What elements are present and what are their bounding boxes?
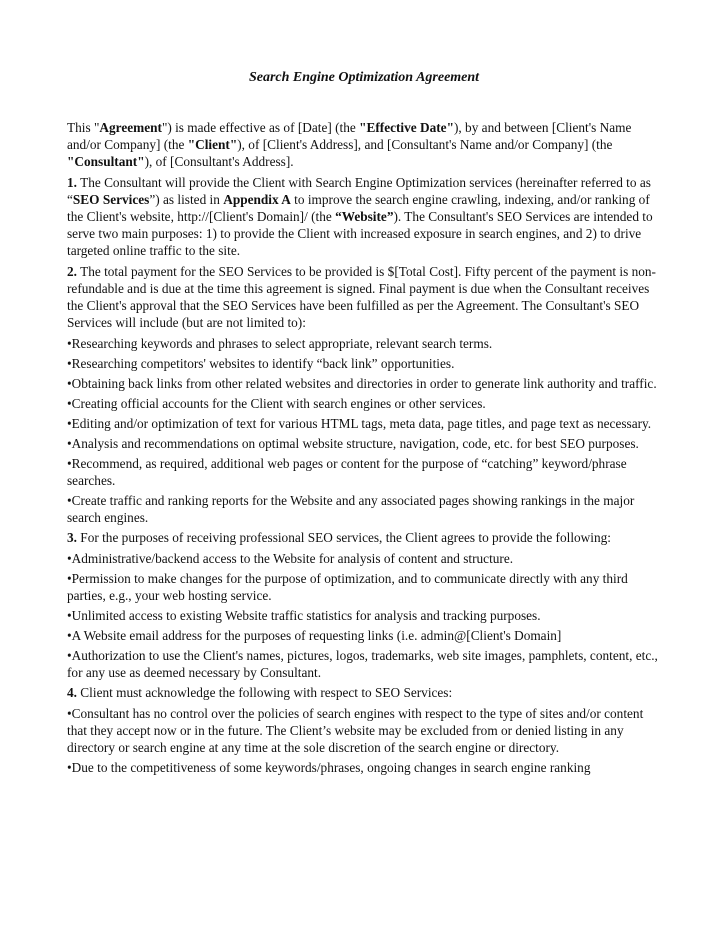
- section-1-paragraph: [67, 174, 663, 259]
- intro-text: ), by and between [Client's Name and/or Company] (the: [67, 120, 632, 152]
- intro-text: ), of [Client's Address], and [Consultant's Name and/or Company] (the: [237, 137, 613, 152]
- list-item: •Consultant has no control over the policies of search engines with respect to the type of sites and/or content that they accept now or in the future. The Client’s website may be excluded from or denied listing in any directory or search engine at any time at the sole discretion of the search engine or directory.: [67, 706, 644, 755]
- section-3-paragraph: [67, 529, 663, 546]
- section-text: ). The Consultant's SEO Services are intended to serve two main purposes: 1) to provide the Client with increased exposure in search engines, and 2) to drive targeted online traffic to the site.: [67, 209, 653, 258]
- agreement-term: Agreement: [99, 120, 162, 135]
- section-4-paragraph: [67, 684, 663, 701]
- section-text: The Consultant will provide the Client with Search Engine Optimization services (hereinafter referred to as “: [67, 175, 651, 207]
- document-title: Search Engine Optimization Agreement: [248, 70, 480, 85]
- list-item: •Creating official accounts for the Client with search engines or other services.: [67, 396, 486, 411]
- document-body: [67, 119, 663, 779]
- intro-text: ") is made effective as of [Date] (the: [161, 120, 360, 135]
- section-number: 1.: [67, 175, 77, 190]
- intro-text: ), of [Consultant's Address].: [144, 154, 294, 169]
- intro-paragraph: [67, 119, 663, 170]
- section-text: For the purposes of receiving professional SEO services, the Client agrees to provide the following:: [76, 530, 611, 545]
- section-2-paragraph: [67, 263, 663, 331]
- section-text: ”) as listed in: [149, 192, 224, 207]
- list-item: •Recommend, as required, additional web pages or content for the purpose of “catching” keyword/phrase searches.: [67, 456, 627, 488]
- website-term: “Website”: [335, 209, 394, 224]
- list-item: •Permission to make changes for the purpose of optimization, and to communicate directly with any third parties, e.g., your web hosting service.: [67, 571, 628, 603]
- list-item: •Analysis and recommendations on optimal website structure, navigation, code, etc. for best SEO purposes.: [67, 436, 639, 451]
- consultant-term: "Consultant": [67, 154, 145, 169]
- section-number: 3.: [67, 530, 77, 545]
- list-item: •Obtaining back links from other related websites and directories in order to generate link authority and traffic.: [67, 376, 657, 391]
- section-text: The total payment for the SEO Services to be provided is $[Total Cost]. Fifty percent of the payment is non-refundable and is due at the time this agreement is signed. Final payment is due when the Consultant receives the Client's approval that the SEO Services have been fulfilled as per the Agreement. The Consultant's SEO Services will include (but are not limited to):: [67, 264, 656, 330]
- effective-date-term: "Effective Date": [359, 120, 454, 135]
- appendix-a-term: Appendix A: [223, 192, 291, 207]
- list-item: •Unlimited access to existing Website traffic statistics for analysis and tracking purposes.: [67, 608, 541, 623]
- intro-text: This ": [67, 120, 100, 135]
- list-item: •Researching keywords and phrases to select appropriate, relevant search terms.: [67, 336, 493, 351]
- list-item: •Administrative/backend access to the Website for analysis of content and structure.: [67, 551, 514, 566]
- list-item: •A Website email address for the purposes of requesting links (i.e. admin@[Client's Domain]: [67, 628, 562, 643]
- list-item: •Researching competitors' websites to identify “back link” opportunities.: [67, 356, 455, 371]
- section-text: Client must acknowledge the following with respect to SEO Services:: [76, 685, 453, 700]
- section-number: 2.: [67, 264, 77, 279]
- list-item: •Due to the competitiveness of some keywords/phrases, ongoing changes in search engine ranking: [67, 760, 591, 775]
- section-number: 4.: [67, 685, 77, 700]
- seo-services-term: SEO Services: [72, 192, 150, 207]
- list-item: •Create traffic and ranking reports for the Website and any associated pages showing rankings in the major search engines.: [67, 493, 635, 525]
- list-item: •Authorization to use the Client's names, pictures, logos, trademarks, web site images, pamphlets, content, etc., for any use as deemed necessary by Consultant.: [67, 648, 658, 680]
- list-item: •Editing and/or optimization of text for various HTML tags, meta data, page titles, and page text as necessary.: [67, 416, 652, 431]
- client-term: "Client": [187, 137, 238, 152]
- section-text: to improve the search engine crawling, indexing, and/or ranking of the Client's website, http://[Client's Domain]/ (the: [67, 192, 650, 224]
